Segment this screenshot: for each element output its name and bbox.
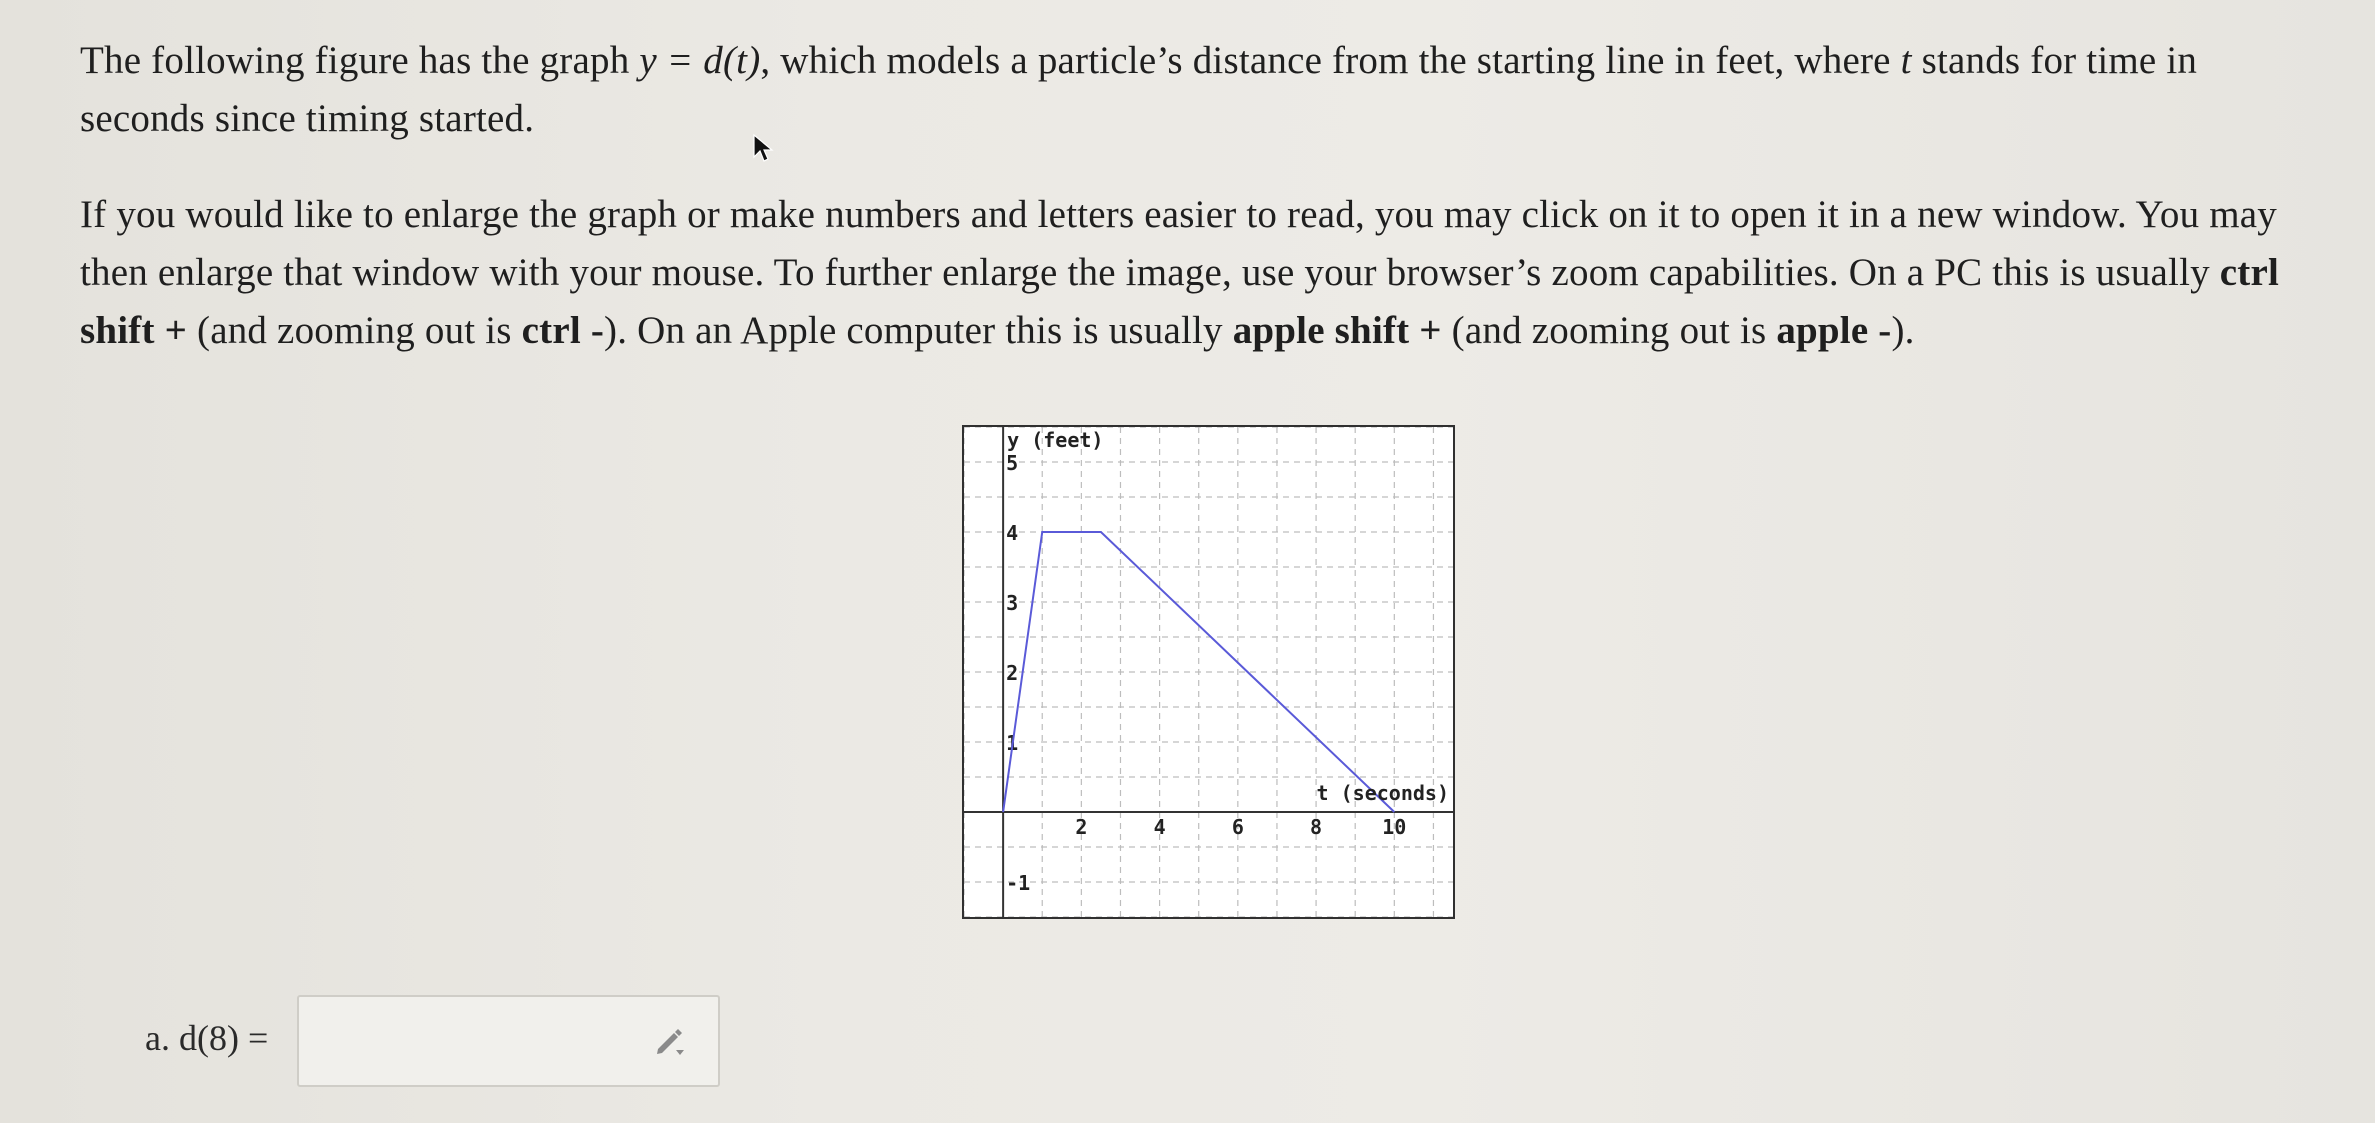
distance-graph[interactable] (962, 425, 1455, 919)
instructions-text: ). (1891, 309, 1915, 352)
x-tick-label: 6 (1231, 815, 1244, 839)
statement-text: The following figure has the graph (80, 39, 640, 82)
y-tick-label: 5 (1006, 451, 1019, 475)
mouse-pointer-icon (752, 133, 776, 163)
y-tick-label: 3 (1006, 591, 1019, 615)
x-tick-label: 2 (1075, 815, 1088, 839)
statement-text: stands for time in seconds since timing started. (80, 39, 2198, 140)
statement-text: , which models a particle’s distance from the starting line in feet, where (760, 39, 1901, 82)
instructions-text: (and zooming out is (187, 309, 522, 352)
instructions-text: ). On an Apple computer this is usually (604, 309, 1233, 352)
instructions-text: If you would like to enlarge the graph or make numbers and letters easier to read, you may click on it to open it in a new window. You may then enlarge that window with your mouse. To further enlarge the image, use your browser’s zoom capabilities. On a PC this is usually (80, 193, 2277, 294)
grid-lines (964, 427, 1453, 917)
graph-plot (964, 427, 1453, 917)
x-tick-label: 4 (1153, 815, 1166, 839)
enlarge-instructions (80, 186, 2310, 360)
question-label: a. d(8) = (145, 1018, 269, 1058)
pc-zoom-out-shortcut: ctrl - (521, 309, 605, 352)
y-tick-label: 4 (1006, 521, 1019, 545)
y-axis-label: y (feet) (1007, 428, 1104, 452)
x-tick-label: 10 (1382, 815, 1407, 839)
mac-zoom-in-shortcut: apple shift + (1232, 309, 1442, 352)
mac-zoom-out-shortcut: apple - (1776, 309, 1892, 352)
y-tick-label: -1 (1006, 871, 1031, 895)
instructions-text: (and zooming out is (1441, 309, 1777, 352)
y-tick-label: 2 (1006, 661, 1019, 685)
graph-equation: y = d(t) (639, 39, 761, 82)
y-tick-label: 1 (1006, 731, 1019, 755)
x-axis-label: t (seconds) (1316, 781, 1449, 805)
pc-zoom-in-shortcut: ctrl shift + (80, 251, 2280, 352)
pencil-icon[interactable] (652, 1023, 688, 1059)
tick-labels (1006, 451, 1406, 895)
time-variable: t (1900, 39, 1912, 82)
axis-labels (1007, 428, 1449, 805)
x-tick-label: 8 (1310, 815, 1323, 839)
problem-statement (80, 32, 2310, 148)
